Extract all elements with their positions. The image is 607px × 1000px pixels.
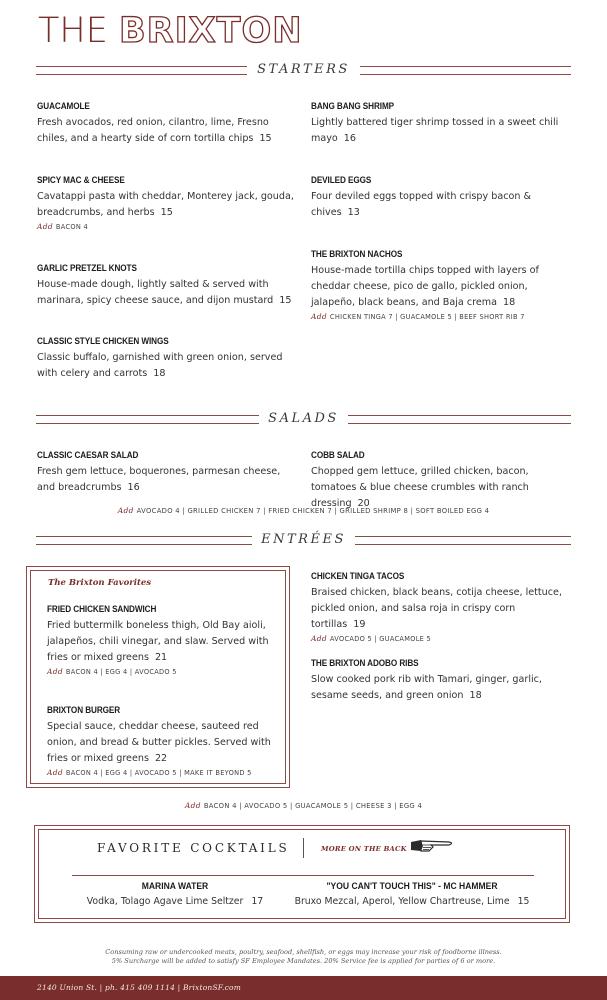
cocktails-title: FAVORITE COCKTAILS	[97, 841, 290, 855]
item-price: 18	[502, 297, 516, 308]
disclaimer	[0, 948, 607, 966]
item-description: Fried buttermilk boneless thigh, Old Bay aioli, jalapeños, chili vinegar, and slaw. Served with fries or mixed greens 21	[47, 620, 269, 663]
pointing-hand-icon	[409, 837, 459, 855]
item-name: BRIXTON BURGER	[47, 705, 121, 716]
logo-name: BRIXTON	[118, 11, 303, 51]
item-price: 21	[154, 652, 168, 663]
footer-contact: 2140 Union St. | ph. 415 409 1114 | BrixtonSF.com	[37, 983, 242, 992]
item-description: Chopped gem lettuce, grilled chicken, bacon, tomatoes & blue cheese crumbles with ranch dressing 20	[311, 466, 529, 509]
item-add-ons: Add BACON 4 | EGG 4 | AVOCADO 5 | MAKE IT BEYOND 5	[47, 768, 252, 777]
menu-item-bang-bang-shrimp	[311, 101, 571, 147]
more-on-the-back-label: MORE ON THE BACK	[321, 845, 407, 853]
divider	[360, 66, 571, 75]
item-price: 20	[357, 498, 370, 509]
salads-header	[36, 413, 571, 427]
item-price: 16	[127, 482, 140, 493]
menu-item-guacamole	[37, 101, 297, 147]
disclaimer-line: 5% Surcharge will be added to satisfy SF Employee Mandates. 20% Service fee is applied for parties of 6 or more.	[111, 957, 496, 965]
favorites-title: The Brixton Favorites	[48, 578, 152, 588]
menu-item-brixton-burger	[47, 705, 285, 777]
item-description: Fresh avocados, red onion, cilantro, lime, Fresno chiles, and a hearty side of corn tortilla chips 15	[37, 117, 272, 144]
cocktail-price: 15	[517, 896, 530, 907]
section-title: STARTERS	[257, 62, 350, 77]
item-name: CHICKEN TINGA TACOS	[311, 571, 405, 582]
item-description: House-made tortilla chips topped with layers of cheddar cheese, pico de gallo, pickled onion, jalapeño, black beans, and Baja crema 18	[311, 265, 539, 308]
logo-the: THE	[38, 11, 108, 51]
cocktail-name: MARINA WATER	[141, 881, 209, 892]
item-add-ons: Add BACON 4	[37, 222, 88, 231]
cocktail-name: "YOU CAN'T TOUCH THIS" - MC HAMMER	[326, 881, 498, 892]
cocktail-description: Vodka, Tolago Agave Lime Seltzer 17	[86, 896, 264, 907]
item-price: 18	[469, 690, 482, 701]
item-add-ons: Add AVOCADO 5 | GUACAMOLE 5	[311, 634, 432, 643]
item-description: Cavatappi pasta with cheddar, Monterey jack, gouda, breadcrumbs, and herbs 15	[37, 191, 294, 218]
item-add-ons: Add CHICKEN TINGA 7 | GUACAMOLE 5 | BEEF SHORT RIB 7	[311, 312, 525, 321]
menu-item-cobb-salad	[311, 450, 571, 512]
menu-item-adobo-ribs	[311, 658, 571, 704]
item-add-ons: Add BACON 4 | EGG 4 | AVOCADO 5	[47, 667, 177, 676]
item-price: 22	[154, 753, 168, 764]
item-name: SPICY MAC & CHEESE	[37, 175, 125, 186]
item-name: CLASSIC CAESAR SALAD	[37, 450, 139, 461]
section-title: ENTRÉES	[261, 532, 346, 547]
cocktail-description: Bruxo Mezcal, Aperol, Yellow Chartreuse, Lime 15	[294, 896, 530, 907]
item-name: GARLIC PRETZEL KNOTS	[37, 263, 137, 274]
menu-item-pretzel-knots	[37, 263, 297, 309]
menu-item-deviled-eggs	[311, 175, 571, 221]
item-description: Fresh gem lettuce, boquerones, parmesan cheese, and breadcrumbs 16	[37, 466, 281, 493]
item-name: FRIED CHICKEN SANDWICH	[47, 604, 157, 615]
item-name: GUACAMOLE	[37, 101, 90, 112]
item-price: 16	[343, 133, 356, 144]
menu-item-caesar-salad	[37, 450, 297, 496]
menu-item-chicken-wings	[37, 336, 297, 382]
item-price: 15	[259, 133, 272, 144]
item-price: 15	[160, 207, 173, 218]
vertical-divider	[303, 838, 304, 858]
entree-add-ons: Add BACON 4 | AVOCADO 5 | GUACAMOLE 5 | CHEESE 3 | EGG 4	[184, 801, 423, 810]
section-title: SALADS	[268, 411, 339, 426]
cocktail-cant-touch-this	[277, 881, 547, 907]
item-description: Slow cooked pork rib with Tamari, ginger, garlic, sesame seeds, and green onion 18	[311, 674, 542, 701]
item-description: Classic buffalo, garnished with green onion, served with celery and carrots 18	[37, 352, 283, 379]
item-price: 18	[153, 368, 166, 379]
item-price: 19	[353, 619, 366, 630]
item-name: THE BRIXTON ADOBO RIBS	[311, 658, 419, 669]
menu-item-spicy-mac	[37, 175, 297, 231]
item-name: CLASSIC STYLE CHICKEN WINGS	[37, 336, 169, 347]
item-name: BANG BANG SHRIMP	[311, 101, 395, 112]
divider	[72, 875, 534, 876]
cocktail-price: 17	[251, 896, 264, 907]
menu-item-chicken-tinga-tacos	[311, 571, 571, 643]
salad-add-ons: Add AVOCADO 4 | GRILLED CHICKEN 7 | FRIED CHICKEN 7 | GRILLED SHRIMP 8 | SOFT BOILED EGG 4	[117, 506, 490, 515]
item-description: Four deviled eggs topped with crispy bacon & chives 13	[311, 191, 531, 218]
item-description: Lightly battered tiger shrimp tossed in a sweet chili mayo 16	[311, 117, 559, 144]
divider	[355, 536, 571, 545]
item-name: COBB SALAD	[311, 450, 365, 461]
restaurant-logo	[38, 8, 303, 54]
menu-item-fried-chicken-sandwich	[47, 604, 285, 676]
menu-item-brixton-nachos	[311, 249, 571, 321]
divider	[348, 415, 571, 424]
starters-header	[36, 64, 571, 78]
item-name: THE BRIXTON NACHOS	[311, 249, 403, 260]
cocktails-box	[34, 825, 570, 923]
footer-bar	[0, 976, 607, 1000]
disclaimer-line: Consuming raw or undercooked meats, poultry, seafood, shellfish, or eggs may increase your risk of foodborne illness.	[105, 948, 502, 956]
cocktail-marina-water	[75, 881, 275, 907]
item-description: House-made dough, lightly salted & served with marinara, spicy cheese sauce, and dijon mustard 15	[37, 279, 292, 306]
item-name: DEVILED EGGS	[311, 175, 372, 186]
item-price: 13	[347, 207, 360, 218]
entrees-header	[36, 534, 571, 548]
item-price: 15	[279, 295, 292, 306]
item-description: Braised chicken, black beans, cotija cheese, lettuce, pickled onion, and salsa roja in crispy corn tortillas 19	[311, 587, 562, 630]
item-description: Special sauce, cheddar cheese, sauteed red onion, and bread & butter pickles. Served with fries or mixed greens 22	[47, 721, 271, 764]
